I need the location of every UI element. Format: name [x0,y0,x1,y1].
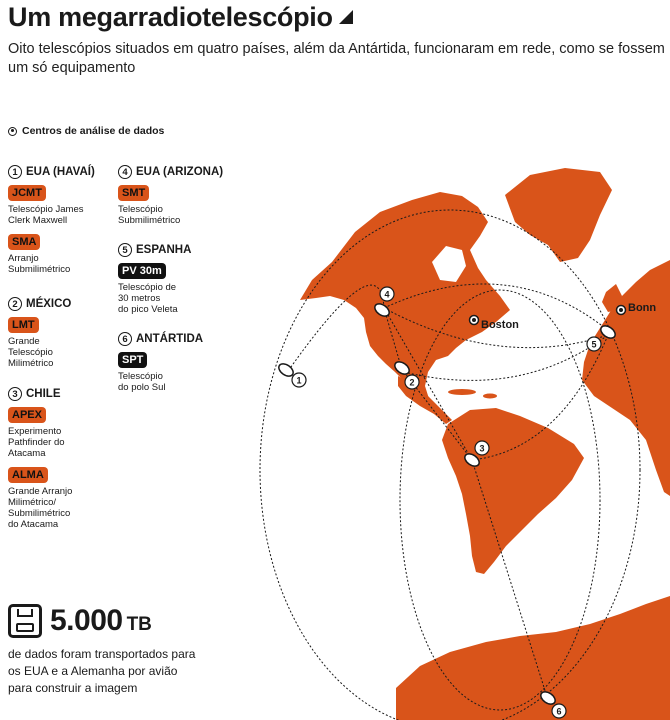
site-number: 2 [8,297,22,311]
telescope-item [8,465,72,530]
telescope-badge: SPT [118,352,147,368]
marker-label: 4 [384,289,390,300]
site-6 [118,332,203,399]
page-title [8,0,668,34]
europe-africa [582,260,670,496]
telescope-badge: PV 30m [118,263,166,279]
data-center-icon [8,127,17,136]
telescope-desc: Telescópio Submilimétrico [118,204,181,226]
site-country: CHILE [26,388,61,400]
telescope-marker-1 [277,361,306,387]
site-country: EUA (ARIZONA) [136,166,224,178]
site-3 [8,387,72,536]
header [8,0,668,78]
city-label-boston: Boston [481,319,519,331]
telescope-badge: JCMT [8,185,46,201]
telescope-desc: Telescópio do polo Sul [118,371,166,393]
telescope-badge: LMT [8,317,39,333]
telescope-item [8,183,95,226]
site-country: ESPANHA [136,244,192,256]
floppy-disk-icon [8,604,42,638]
boston-center-dot [470,316,479,325]
telescope-desc: Grande Telescópio Milimétrico [8,336,54,369]
caribbean-island [483,394,497,399]
site-4 [118,165,223,232]
caribbean-island [448,389,476,395]
telescope-desc: Telescópio de 30 metros do pico Veleta [118,282,178,315]
telescope-badge: APEX [8,407,46,423]
telescope-item [118,183,223,226]
south-america [442,408,584,574]
telescope-badge: SMA [8,234,40,250]
site-number: 1 [8,165,22,179]
telescope-desc: Arranjo Submilimétrico [8,253,71,275]
site-number: 5 [118,243,132,257]
telescope-item [8,405,72,459]
page-subtitle: Oito telescópios situados em quatro países, além da Antártida, funcionaram em rede, como se fossem um só equipamento [8,41,665,76]
marker-label: 3 [479,443,485,454]
legend [8,125,164,137]
site-1 [8,165,95,281]
stat-value-wrap [50,604,152,638]
data-volume-stat [8,604,198,697]
antarctica [396,596,670,720]
site-number: 6 [118,332,132,346]
site-country: EUA (HAVAÍ) [26,166,95,178]
site-number: 4 [118,165,132,179]
site-2 [8,297,71,375]
marker-label: 2 [409,377,415,388]
city-label-bonn: Bonn [628,302,657,314]
telescope-desc: Grande Arranjo Milimétrico/ Submilimétrico do Atacama [8,486,73,530]
site-country: ANTÁRTIDA [136,333,204,345]
stat-description: de dados foram transportados para os EUA e a Alemanha por avião para construir a imagem [8,647,196,695]
stat-unit: TB [126,614,152,635]
telescope-badge: SMT [118,185,149,201]
site-5 [118,243,191,321]
telescope-badge: ALMA [8,467,48,483]
marker-label: 5 [591,339,597,350]
page-title-text: Um megarradiotelescópio [8,2,333,32]
telescope-item [118,261,191,315]
greenland [505,168,612,262]
stat-value: 5.000 [50,604,123,637]
telescope-item [8,315,71,369]
telescope-desc: Experimento Pathfinder do Atacama [8,426,65,459]
legend-label: Centros de análise de dados [22,125,165,137]
telescope-desc: Telescópio James Clerk Maxwell [8,204,84,226]
site-number: 3 [8,387,22,401]
telescope-item [8,232,95,275]
marker-label: 6 [556,706,562,717]
site-country: MÉXICO [26,298,72,310]
marker-label: 1 [296,375,302,386]
bonn-center-dot [617,306,626,315]
triangle-icon [339,10,353,24]
telescope-item [118,350,203,393]
